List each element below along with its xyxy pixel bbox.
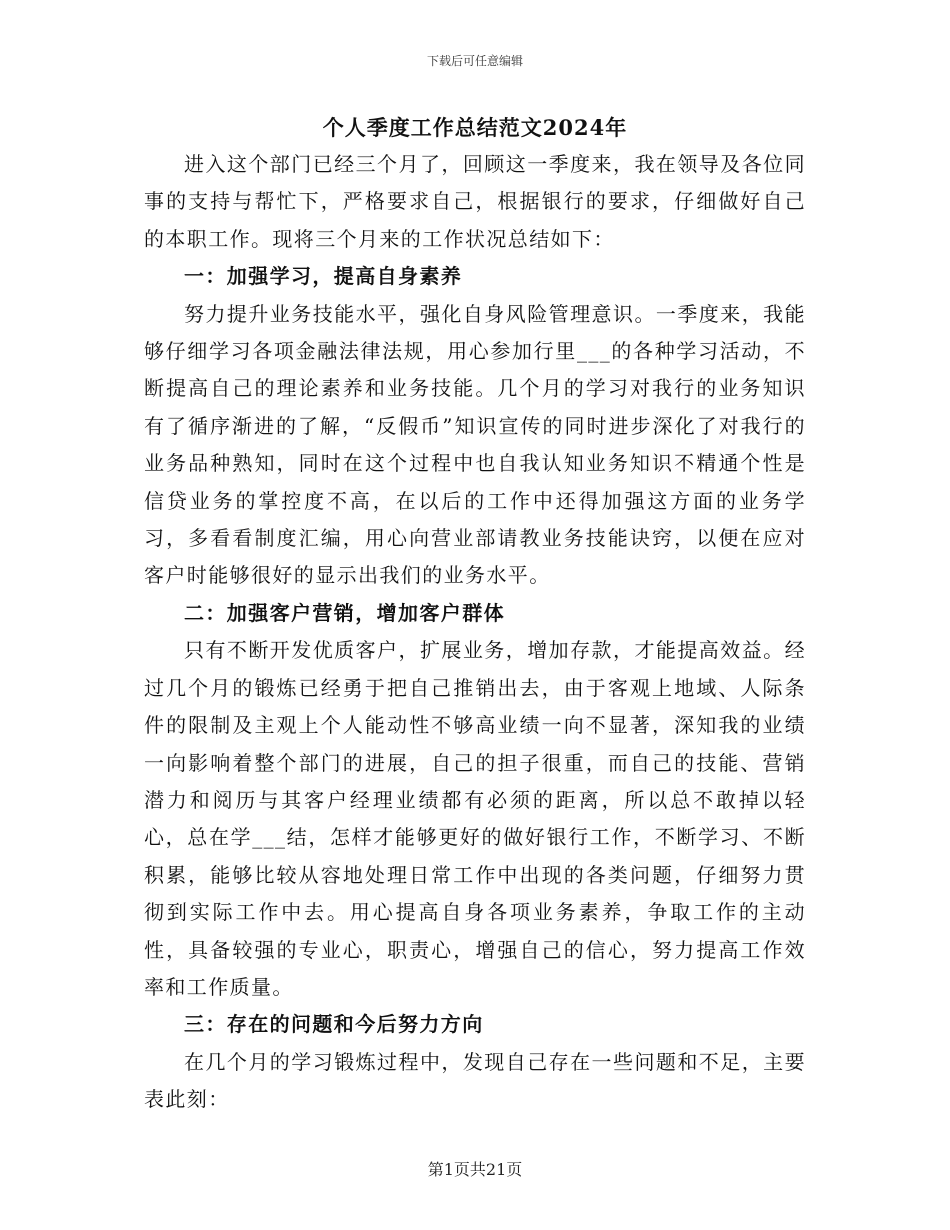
section-heading-3: 三：存在的问题和今后努力方向 [184,1012,484,1037]
page-header-note: 下载后可任意编辑 [426,54,523,68]
document-title: 个人季度工作总结范文2024年 [322,115,628,140]
section-heading-1: 一：加强学习，提高自身素养 [184,264,463,289]
page-number: 第1页共21页 [427,1160,523,1179]
section-heading-2: 二：加强客户营销，增加客户群体 [184,600,505,625]
intro-paragraph: 进入这个部门已经三个月了，回顾这一季度来，我在领导及各位同事的支持与帮忙下，严格要求自己，根据银行的要求，仔细做好自己的本职工作。现将三个月来的工作状况总结如下： [144,152,806,251]
section-1-paragraph: 努力提升业务技能水平，强化自身风险管理意识。一季度来，我能够仔细学习各项金融法律法规，用心参加行里___的各种学习活动，不断提高自己的理论素养和业务技能。几个月的学习对我行的业务知识有了循序渐进的了解，“反假币”知识宣传的同时进步深化了对我行的业务品种熟知，同时在这个过程中也自我认知业务知识不精通个性是信贷业务的掌控度不高，在以后的工作中还得加强这方面的业务学习，多看看制度汇编，用心向营业部请教业务技能诀窍，以便在应对客户时能够很好的显示出我们的业务水平。 [144,301,806,588]
section-2-paragraph: 只有不断开发优质客户，扩展业务，增加存款，才能提高效益。经过几个月的锻炼已经勇于把自己推销出去，由于客观上地域、人际条件的限制及主观上个人能动性不够高业绩一向不显著，深知我的业绩一向影响着整个部门的进展，自己的担子很重，而自己的技能、营销潜力和阅历与其客户经理业绩都有必须的距离，所以总不敢掉以轻心，总在学___结，怎样才能够更好的做好银行工作，不断学习、不断积累，能够比较从容地处理日常工作中出现的各类问题，仔细努力贯彻到实际工作中去。用心提高自身各项业务素养，争取工作的主动性，具备较强的专业心，职责心，增强自己的信心，努力提高工作效率和工作质量。 [144,638,806,999]
document-body [144,146,806,1119]
section-3-paragraph: 在几个月的学习锻炼过程中，发现自己存在一些问题和不足，主要表此刻： [144,1049,806,1112]
